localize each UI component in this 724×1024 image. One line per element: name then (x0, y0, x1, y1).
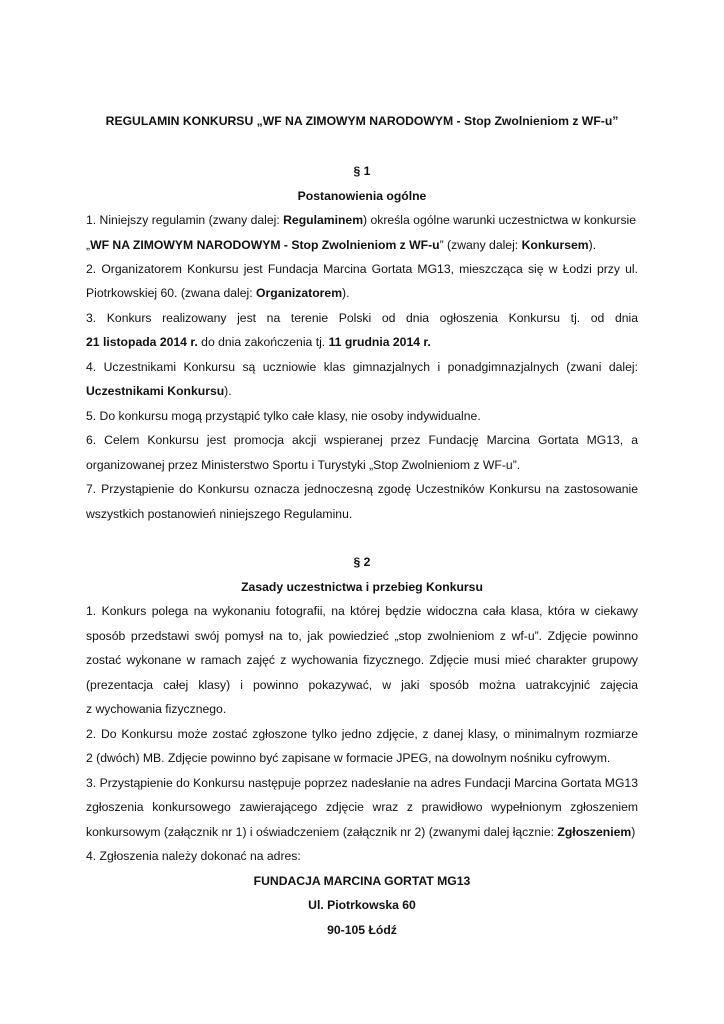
s1-paragraph-7-line-2: wszystkich postanowień niniejszego Regulaminu. (86, 507, 353, 521)
text-run: Piotrkowskiej 60. (zwana dalej: (86, 286, 257, 300)
s1-paragraph-2-line-1: 2. Organizatorem Konkursu jest Fundacja Marcina Gortata MG13, mieszcząca się w Łodzi przy ul. (86, 262, 638, 276)
text-run: ). (224, 384, 232, 398)
text-run: ) (631, 825, 636, 839)
bold-term: 21 listopada 2014 r. (86, 335, 198, 349)
bold-term: Konkursem (521, 238, 589, 252)
text-run: „ (86, 238, 91, 252)
bold-term: Regulaminem (283, 213, 364, 227)
text-run: ” (zwany dalej: (439, 238, 522, 252)
s2-paragraph-1-line-5: z wychowania fizycznego. (86, 702, 227, 716)
bold-term: Zgłoszeniem (557, 825, 632, 839)
document-title: REGULAMIN KONKURSU „WF NA ZIMOWYM NARODOWYM - Stop Zwolnieniom z WF-u” (105, 114, 619, 128)
s1-paragraph-6-line-2: organizowanej przez Ministerstwo Sportu i Turystyki „Stop Zwolnieniom z WF-u”. (86, 458, 521, 472)
s2-paragraph-3-line-2: zgłoszenia konkursowego zawierającego zdjęcie wraz z prawidłowo wypełnionym zgłoszeniem (86, 800, 638, 814)
text-run: konkursowym (załącznik nr 1) i oświadczeniem (załącznik nr 2) (zwanymi dalej łącznie: (86, 825, 558, 839)
s2-paragraph-4: 4. Zgłoszenia należy dokonać na adres: (86, 849, 301, 863)
s2-paragraph-3-line-3 (86, 825, 638, 839)
s1-paragraph-3-line-1: 3. Konkurs realizowany jest na terenie Polski od dnia ogłoszenia Konkursu tj. od dnia (86, 311, 638, 325)
s2-paragraph-1-line-2: sposób przedstawi swój pomysł na to, jak powiedzieć „stop zwolnieniom z wf-u”. Zdjęcie powinno (86, 629, 638, 643)
address-line-3: 90-105 Łódź (327, 923, 397, 937)
text-run: ). (342, 286, 350, 300)
s1-paragraph-1-line-2 (86, 238, 638, 252)
bold-term: Organizatorem (256, 286, 343, 300)
section-1-heading: Postanowienia ogólne (297, 189, 427, 203)
bold-term: WF NA ZIMOWYM NARODOWYM - Stop Zwolnieniom z WF-u (90, 238, 440, 252)
section-1-mark: § 1 (353, 164, 371, 178)
s1-paragraph-3-line-2 (86, 335, 638, 349)
s2-paragraph-1-line-3: zostać wykonane w ramach zajęć z wychowania fizycznego. Zdjęcie musi mieć charakter grupowy (86, 653, 638, 667)
text-run: 1. Niniejszy regulamin (zwany dalej: (86, 213, 284, 227)
s1-paragraph-4-line-2 (86, 384, 638, 398)
s2-paragraph-2-line-1: 2. Do Konkursu może zostać zgłoszone tylko jedno zdjęcie, z danej klasy, o minimalnym rozmiarze (86, 727, 638, 741)
s2-paragraph-3-line-1: 3. Przystąpienie do Konkursu następuje poprzez nadesłanie na adres Fundacji Marcina Gortata MG13 (86, 776, 638, 790)
s2-paragraph-2-line-2: 2 (dwóch) MB. Zdjęcie powinno być zapisane w formacie JPEG, na dowolnym nośniku cyfrowym. (86, 751, 611, 765)
s2-paragraph-1-line-1: 1. Konkurs polega na wykonaniu fotografii, na której będzie widoczna cała klasa, która w ciekawy (86, 604, 638, 618)
address-line-1: FUNDACJA MARCINA GORTAT MG13 (253, 874, 471, 888)
s1-paragraph-7-line-1: 7. Przystąpienie do Konkursu oznacza jednoczesną zgodę Uczestników Konkursu na zastosowanie (86, 482, 638, 496)
s2-paragraph-1-line-4: (prezentacja całej klasy) i powinno pokazywać, w jaki sposób można uatrakcyjnić zajęcia (86, 678, 638, 692)
text-run: ). (588, 238, 597, 252)
text-run: ) określa ogólne warunki uczestnictwa w konkursie (363, 213, 637, 227)
text-run: do dnia zakończenia tj. (197, 335, 329, 349)
s1-paragraph-1-line-1 (86, 213, 638, 227)
s1-paragraph-6-line-1: 6. Celem Konkursu jest promocja akcji wspieranej przez Fundację Marcina Gortata MG13, a (86, 433, 638, 447)
section-2-mark: § 2 (353, 555, 371, 569)
s1-paragraph-5: 5. Do konkursu mogą przystąpić tylko całe klasy, nie osoby indywidualne. (86, 409, 481, 423)
section-2-heading: Zasady uczestnictwa i przebieg Konkursu (241, 580, 483, 594)
bold-term: 11 grudnia 2014 r. (328, 335, 431, 349)
bold-term: Uczestnikami Konkursu (86, 384, 225, 398)
s1-paragraph-2-line-2 (86, 286, 638, 300)
address-line-2: Ul. Piotrkowska 60 (308, 898, 416, 912)
s1-paragraph-4-line-1: 4. Uczestnikami Konkursu są uczniowie klas gimnazjalnych i ponadgimnazjalnych (zwani dalej: (86, 360, 638, 374)
